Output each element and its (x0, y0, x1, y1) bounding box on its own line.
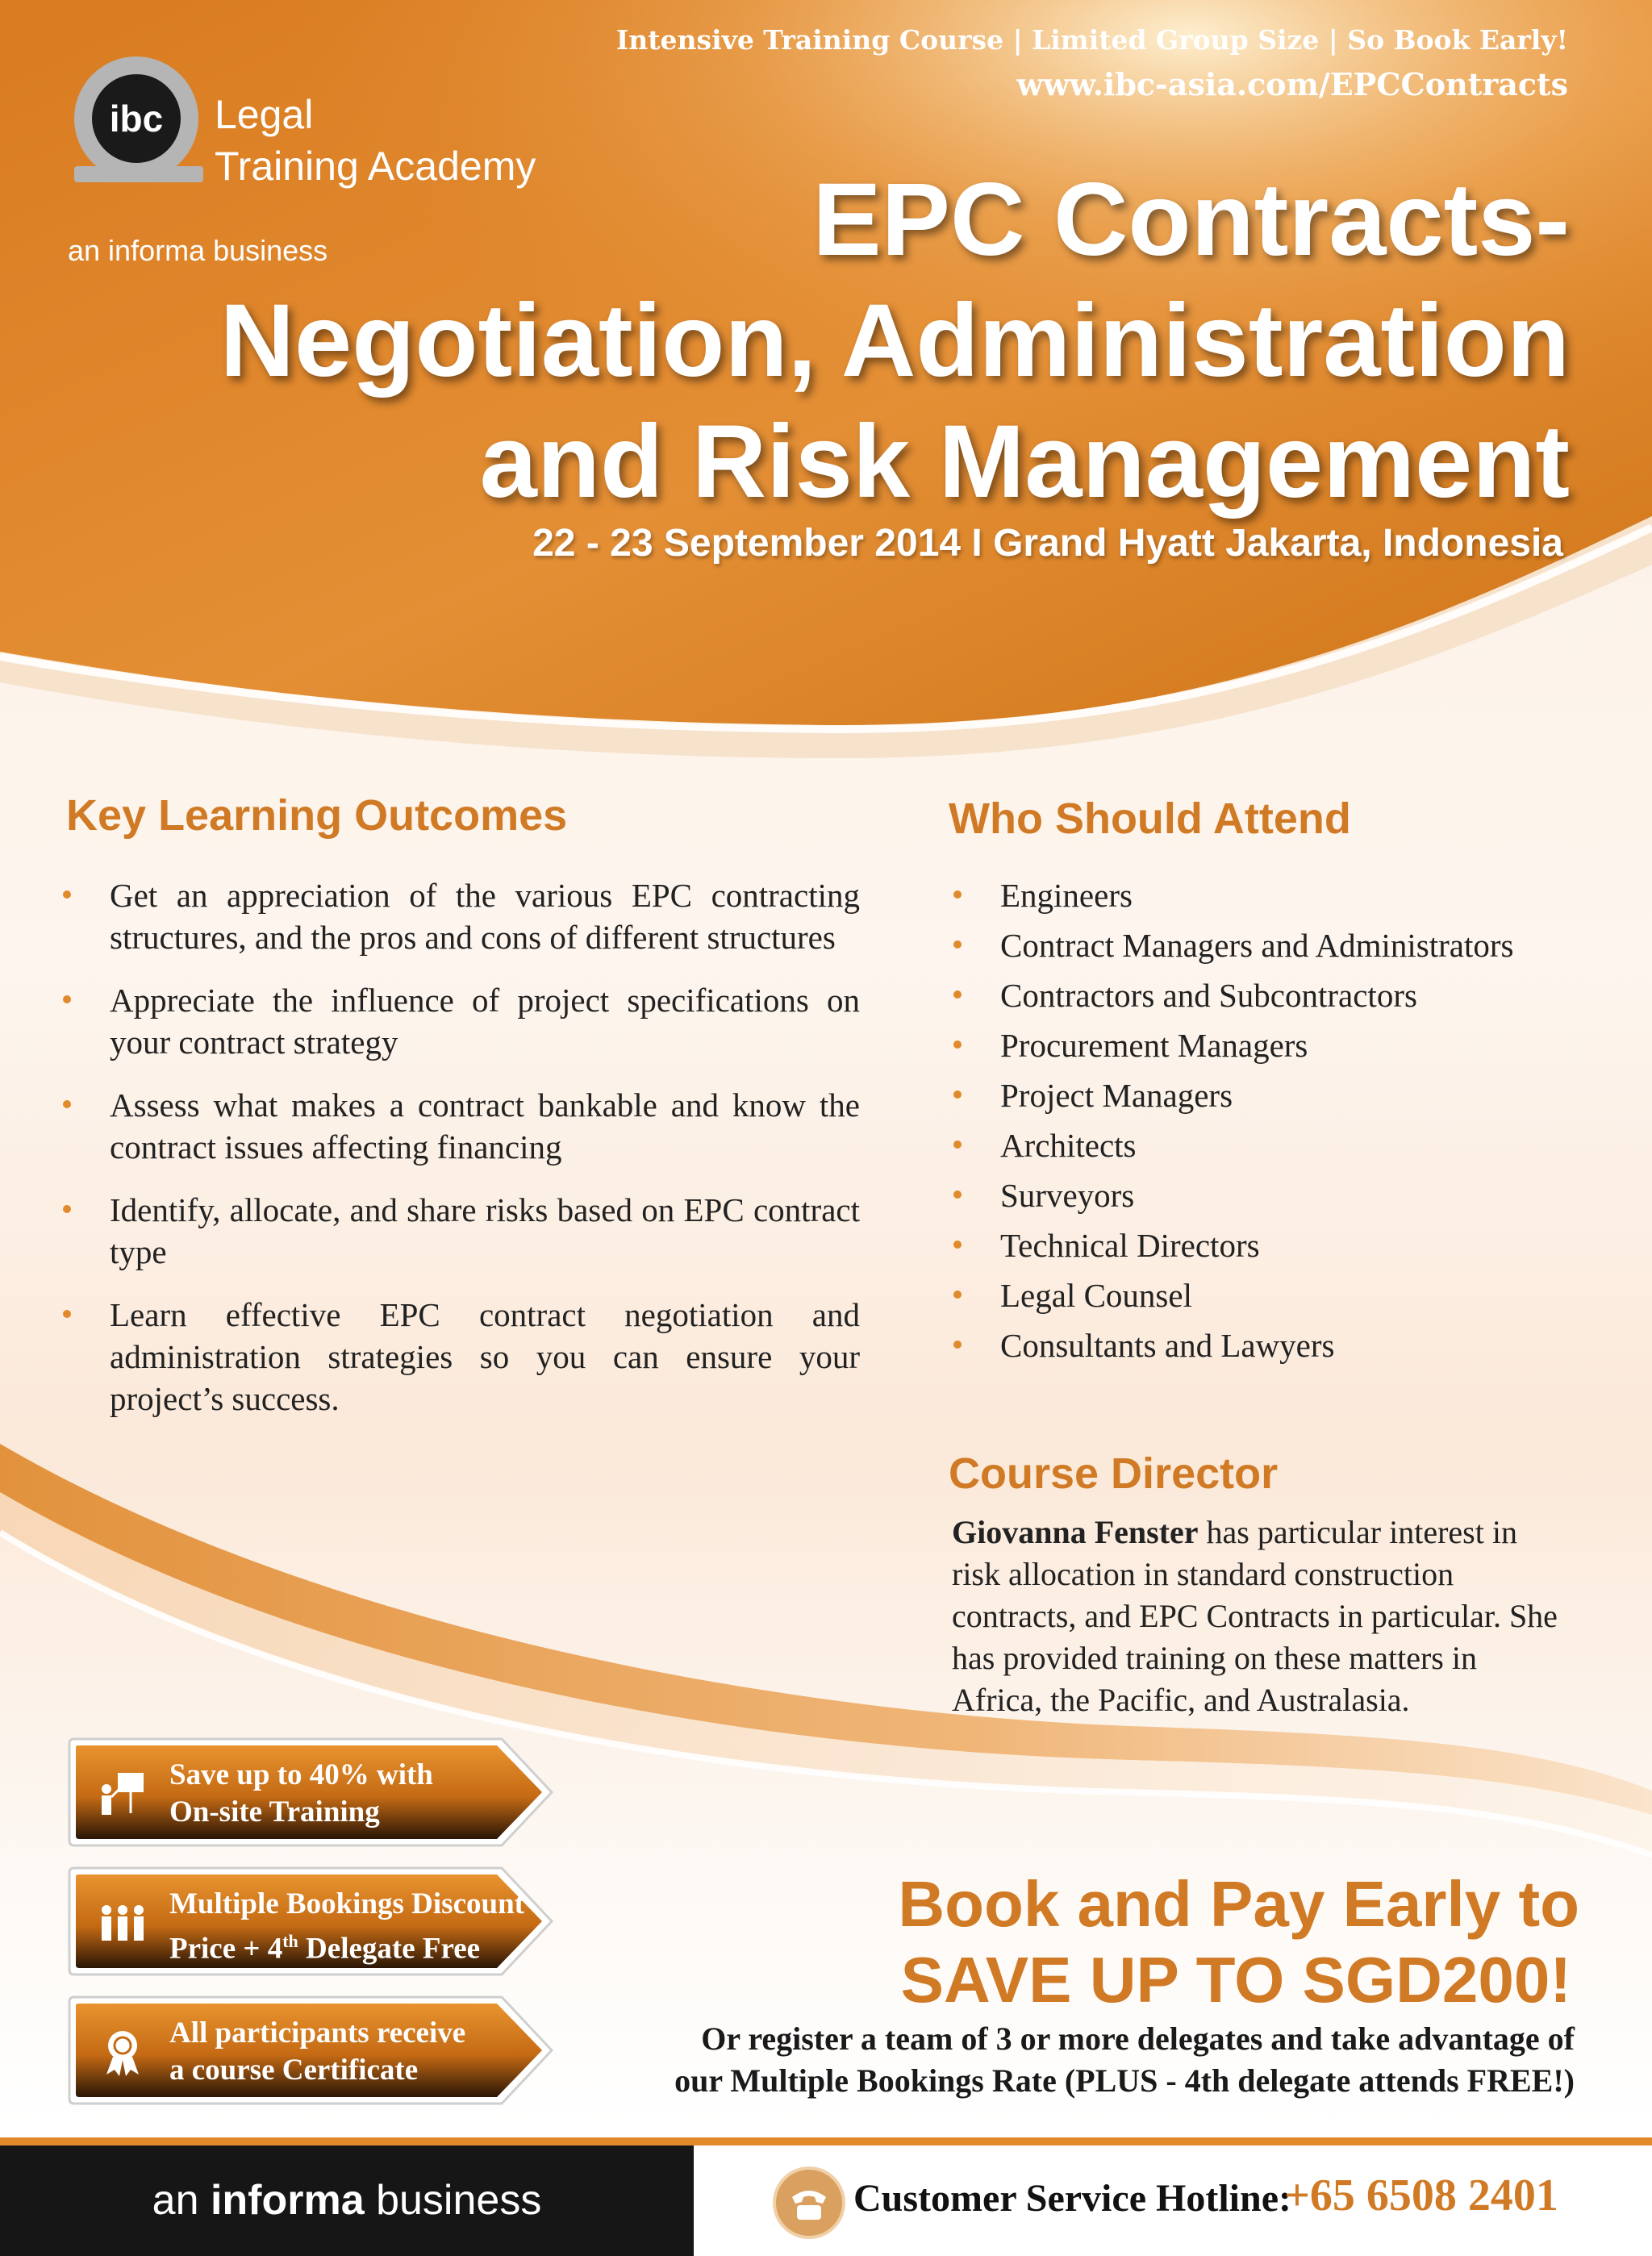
hotline-number[interactable]: +65 6508 2401 (1284, 2171, 1558, 2221)
course-url[interactable]: www.ibc-asia.com/EPCContracts (1016, 66, 1568, 102)
certificate-icon (97, 2026, 148, 2078)
hotline-label: Customer Service Hotline: (853, 2177, 1291, 2220)
presenter-icon (97, 1768, 148, 1820)
footer-divider (0, 2137, 1652, 2145)
academy-line-1: Legal (215, 92, 314, 137)
promo-multiple-bookings[interactable] (66, 1865, 555, 1978)
ibc-logo-base (74, 166, 203, 182)
list-item: Technical Directors (1000, 1224, 1613, 1266)
informa-pre: an (152, 2177, 211, 2224)
promo-line-1: All participants receive (169, 2016, 466, 2050)
save-headline: SAVE UP TO SGD200! (900, 1944, 1571, 2016)
list-item: Consultants and Lawyers (1000, 1324, 1613, 1366)
register-line-2: our Multiple Bookings Rate (PLUS - 4th delegate attends FREE!) (674, 2062, 1575, 2099)
title-line-2: Negotiation, Administration (219, 283, 1570, 398)
list-item: Contractors and Subcontractors (1000, 974, 1613, 1016)
informa-tagline-top: an informa business (68, 234, 328, 267)
informa-bold: informa (210, 2177, 365, 2224)
list-item: Surveyors (1000, 1174, 1613, 1216)
promo-line-1: Multiple Bookings Discount (169, 1887, 524, 1920)
list-item: Learn effective EPC contract negotiation and administration strategies so you can ensure your project’s success. (110, 1294, 860, 1420)
list-item: Assess what makes a contract bankable and know the contract issues affecting financing (110, 1084, 860, 1168)
register-line-1: Or register a team of 3 or more delegates and take advantage of (701, 2020, 1575, 2057)
attend-list (1000, 874, 1613, 1374)
promo-line-2: a course Certificate (169, 2054, 419, 2087)
outcomes-list (110, 874, 860, 1441)
list-item: Procurement Managers (1000, 1024, 1613, 1066)
promo-certificate[interactable] (66, 1994, 555, 2107)
list-item: Legal Counsel (1000, 1274, 1613, 1316)
phone-icon (773, 2166, 845, 2239)
promo-line-1: Save up to 40% with (169, 1758, 433, 1791)
header-tagline: Intensive Training Course | Limited Group Size | So Book Early! (615, 24, 1568, 56)
list-item: Architects (1000, 1124, 1613, 1166)
informa-tagline-footer (0, 2145, 694, 2256)
promo-onsite-text (169, 1757, 433, 1831)
promo-line-2-end: Delegate Free (298, 1932, 481, 1966)
title-line-3: and Risk Management (479, 404, 1570, 519)
list-item: Get an appreciation of the various EPC contracting structures, and the pros and cons of different structures (110, 874, 860, 958)
promo-onsite[interactable] (66, 1736, 555, 1849)
promo-bookings-text (169, 1886, 524, 1967)
promo-line-2-start: Price + 4 (169, 1932, 283, 1966)
list-item: Engineers (1000, 874, 1613, 916)
informa-post: business (364, 2177, 542, 2224)
outcomes-heading: Key Learning Outcomes (66, 791, 568, 840)
list-item: Appreciate the influence of project specifications on your contract strategy (110, 979, 860, 1063)
title-line-1: EPC Contracts- (812, 162, 1570, 277)
attend-heading: Who Should Attend (949, 794, 1351, 843)
promo-line-2: On-site Training (169, 1795, 380, 1829)
promo-certificate-text (169, 2015, 465, 2089)
ibc-logo: ibc (92, 74, 181, 163)
list-item: Identify, allocate, and share risks based on EPC contract type (110, 1189, 860, 1273)
register-team-text (674, 2018, 1575, 2102)
course-date-venue: 22 - 23 September 2014 I Grand Hyatt Jakarta, Indonesia (532, 522, 1563, 565)
promo-line-2-sup: th (282, 1931, 298, 1951)
list-item: Project Managers (1000, 1074, 1613, 1116)
course-title (220, 160, 1570, 523)
academy-line-2: Training Academy (215, 144, 536, 189)
group-icon (97, 1897, 148, 1949)
director-name: Giovanna Fenster (952, 1514, 1199, 1550)
director-bio (952, 1512, 1565, 1721)
promo-line-2 (169, 1923, 524, 1967)
book-early-headline: Book and Pay Early to (898, 1868, 1579, 1940)
phone-glyph (776, 2170, 842, 2236)
director-heading: Course Director (949, 1449, 1279, 1498)
list-item: Contract Managers and Administrators (1000, 924, 1613, 966)
director-bio-text: has particular interest in risk allocation in standard construction contracts, and EPC Contracts in particular. She has provided training on these matters in Africa, the Pacific, and Australasia. (952, 1514, 1558, 1718)
